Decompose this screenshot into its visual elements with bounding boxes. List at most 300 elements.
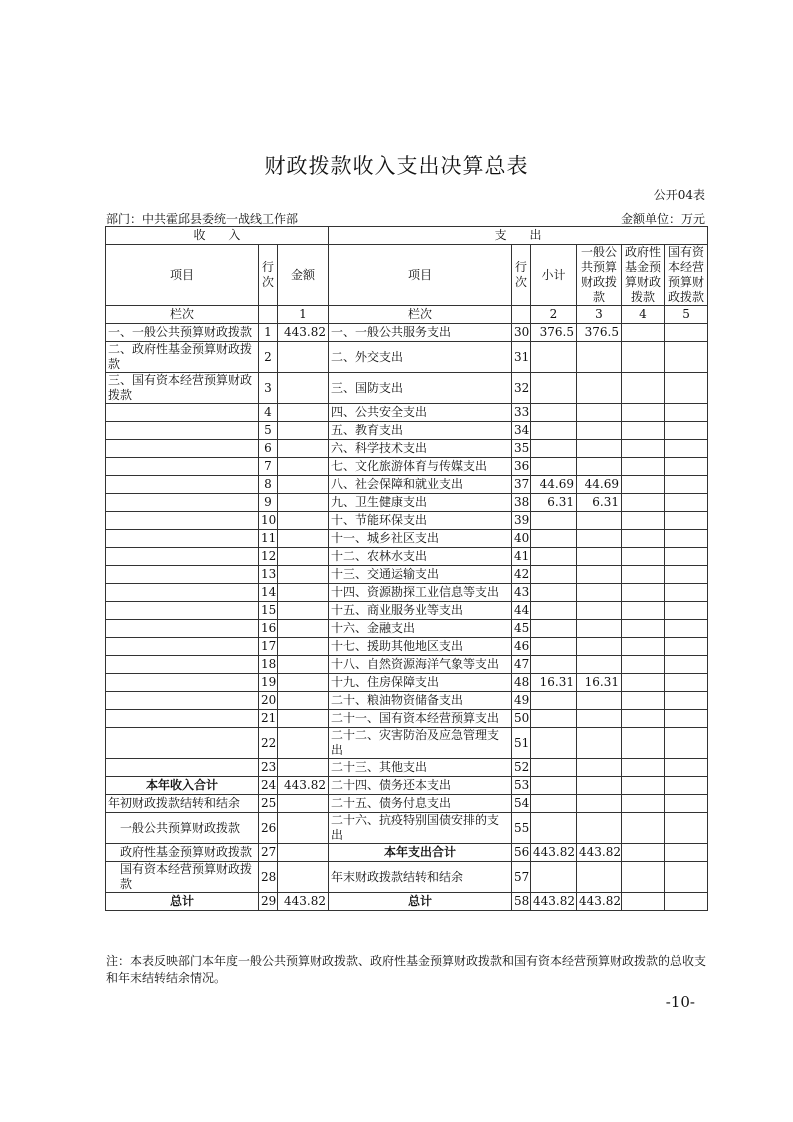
income-row-no-cell: 4 [259, 404, 278, 422]
gov-fund-cell [622, 476, 665, 494]
table-row [106, 862, 708, 893]
col-index-1: 1 [278, 306, 329, 324]
general-budget-cell [577, 422, 622, 440]
general-budget-header: 一般公共预算财政拨款 [577, 245, 622, 306]
expense-col-label: 栏次 [329, 306, 512, 324]
table-row [106, 548, 708, 566]
income-amount-cell [278, 476, 329, 494]
subtotal-cell: 376.5 [531, 324, 577, 342]
expense-item-cell: 三、国防支出 [329, 373, 512, 404]
expense-row-no-cell: 33 [512, 404, 531, 422]
income-amount-cell: 443.82 [278, 324, 329, 342]
subtotal-cell: 6.31 [531, 494, 577, 512]
expense-row-no-cell: 54 [512, 795, 531, 813]
general-budget-cell [577, 710, 622, 728]
general-budget-cell [577, 777, 622, 795]
income-row-no-cell: 21 [259, 710, 278, 728]
income-amount-cell [278, 458, 329, 476]
expense-item-cell: 二十三、其他支出 [329, 759, 512, 777]
general-budget-cell [577, 602, 622, 620]
state-capital-cell [665, 692, 708, 710]
table-row [106, 620, 708, 638]
gov-fund-cell [622, 893, 665, 911]
gov-fund-cell [622, 674, 665, 692]
state-capital-cell [665, 342, 708, 373]
income-amount-cell [278, 440, 329, 458]
table-row [106, 373, 708, 404]
income-item-cell [106, 512, 259, 530]
subtotal-cell [531, 458, 577, 476]
table-row [106, 777, 708, 795]
subtotal-cell [531, 656, 577, 674]
expense-row-no-cell: 40 [512, 530, 531, 548]
expense-row-no-cell: 31 [512, 342, 531, 373]
income-amount-cell [278, 795, 329, 813]
income-row-no-cell: 24 [259, 777, 278, 795]
income-row-no-cell: 23 [259, 759, 278, 777]
expense-row-no-cell: 49 [512, 692, 531, 710]
income-row-no-cell: 13 [259, 566, 278, 584]
expense-row-no-cell: 32 [512, 373, 531, 404]
subtotal-cell [531, 548, 577, 566]
table-row [106, 566, 708, 584]
gov-fund-cell [622, 759, 665, 777]
gov-fund-cell [622, 656, 665, 674]
expense-row-no-cell: 37 [512, 476, 531, 494]
expense-row-no-cell: 57 [512, 862, 531, 893]
income-amount-cell [278, 342, 329, 373]
income-row-no-cell: 1 [259, 324, 278, 342]
income-item-cell [106, 458, 259, 476]
subtotal-cell [531, 795, 577, 813]
general-budget-cell: 443.82 [577, 893, 622, 911]
general-budget-cell [577, 440, 622, 458]
expense-item-cell: 六、科学技术支出 [329, 440, 512, 458]
gov-fund-cell [622, 777, 665, 795]
subtotal-cell [531, 777, 577, 795]
income-amount-cell [278, 530, 329, 548]
section-header-row [106, 227, 708, 245]
expense-row-no-cell: 41 [512, 548, 531, 566]
expense-row-no-cell: 55 [512, 813, 531, 844]
income-amount-cell [278, 494, 329, 512]
income-amount-cell [278, 728, 329, 759]
table-row [106, 602, 708, 620]
budget-table [105, 226, 708, 911]
income-amount-cell: 443.82 [278, 777, 329, 795]
general-budget-cell [577, 342, 622, 373]
subtotal-cell [531, 759, 577, 777]
column-header-row [106, 245, 708, 306]
state-capital-cell [665, 893, 708, 911]
table-row [106, 584, 708, 602]
subtotal-cell [531, 813, 577, 844]
income-section-header: 收 入 [106, 227, 329, 245]
expense-row-no-cell: 43 [512, 584, 531, 602]
income-item-cell [106, 728, 259, 759]
footnote: 注：本表反映部门本年度一般公共预算财政拨款、政府性基金预算财政拨款和国有资本经营预算财政拨款的总收支和年末结转结余情况。 [106, 954, 707, 985]
state-capital-cell [665, 620, 708, 638]
subtotal-cell [531, 440, 577, 458]
expense-item-cell: 二十一、国有资本经营预算支出 [329, 710, 512, 728]
state-capital-cell [665, 373, 708, 404]
income-item-cell [106, 476, 259, 494]
gov-fund-cell [622, 422, 665, 440]
income-row-no-cell: 25 [259, 795, 278, 813]
table-row [106, 893, 708, 911]
expense-item-cell: 二十四、债务还本支出 [329, 777, 512, 795]
state-capital-cell [665, 813, 708, 844]
table-row [106, 728, 708, 759]
table-row [106, 656, 708, 674]
expense-row-no-cell: 51 [512, 728, 531, 759]
income-row-no-cell: 6 [259, 440, 278, 458]
income-row-no-cell: 29 [259, 893, 278, 911]
table-row [106, 342, 708, 373]
gov-fund-cell [622, 602, 665, 620]
general-budget-cell [577, 404, 622, 422]
income-amount-cell [278, 404, 329, 422]
gov-fund-cell [622, 530, 665, 548]
income-row-no-cell: 20 [259, 692, 278, 710]
gov-fund-cell [622, 342, 665, 373]
income-item-cell [106, 440, 259, 458]
col-index-3: 3 [577, 306, 622, 324]
income-item-cell [106, 620, 259, 638]
expense-item-cell: 十八、自然资源海洋气象等支出 [329, 656, 512, 674]
general-budget-cell [577, 548, 622, 566]
general-budget-cell [577, 759, 622, 777]
income-item-cell [106, 692, 259, 710]
table-row [106, 476, 708, 494]
income-item-cell [106, 674, 259, 692]
income-item-cell: 一、一般公共预算财政拨款 [106, 324, 259, 342]
expense-item-cell: 十五、商业服务业等支出 [329, 602, 512, 620]
income-row-no-cell: 27 [259, 844, 278, 862]
expense-item-cell: 四、公共安全支出 [329, 404, 512, 422]
table-row [106, 512, 708, 530]
general-budget-cell [577, 728, 622, 759]
income-item-cell [106, 566, 259, 584]
income-amount-cell [278, 674, 329, 692]
expense-item-cell: 十、节能环保支出 [329, 512, 512, 530]
subtotal-cell [531, 512, 577, 530]
col-index-2: 2 [531, 306, 577, 324]
subtotal-header: 小计 [531, 245, 577, 306]
gov-fund-cell [622, 584, 665, 602]
income-row-no-cell: 11 [259, 530, 278, 548]
state-capital-cell [665, 530, 708, 548]
general-budget-cell [577, 813, 622, 844]
income-row-no-cell: 15 [259, 602, 278, 620]
income-row-no-cell: 9 [259, 494, 278, 512]
expense-item-cell: 一、一般公共服务支出 [329, 324, 512, 342]
gov-fund-cell [622, 548, 665, 566]
gov-fund-cell [622, 795, 665, 813]
state-capital-cell [665, 584, 708, 602]
expense-row-no-cell: 38 [512, 494, 531, 512]
general-budget-cell: 6.31 [577, 494, 622, 512]
income-item-cell: 总计 [106, 893, 259, 911]
income-row-no-cell: 14 [259, 584, 278, 602]
general-budget-cell: 376.5 [577, 324, 622, 342]
expense-item-cell: 二十五、债务付息支出 [329, 795, 512, 813]
income-item-cell [106, 656, 259, 674]
table-row [106, 710, 708, 728]
state-capital-header: 国有资本经营预算财政拨款 [665, 245, 708, 306]
state-capital-cell [665, 440, 708, 458]
income-amount-cell [278, 710, 329, 728]
table-row [106, 422, 708, 440]
expense-row-no-cell: 52 [512, 759, 531, 777]
general-budget-cell [577, 638, 622, 656]
income-row-no-cell: 2 [259, 342, 278, 373]
expense-item-cell: 九、卫生健康支出 [329, 494, 512, 512]
income-item-cell: 二、政府性基金预算财政拨款 [106, 342, 259, 373]
income-row-no-cell: 19 [259, 674, 278, 692]
expense-item-cell: 二十二、灾害防治及应急管理支出 [329, 728, 512, 759]
state-capital-cell [665, 777, 708, 795]
general-budget-cell [577, 458, 622, 476]
expense-item-cell: 总计 [329, 893, 512, 911]
income-row-no-cell: 22 [259, 728, 278, 759]
table-row [106, 674, 708, 692]
income-amount-cell [278, 620, 329, 638]
income-item-cell: 年初财政拨款结转和结余 [106, 795, 259, 813]
income-row-no-cell: 16 [259, 620, 278, 638]
income-amount-cell [278, 566, 329, 584]
table-row [106, 759, 708, 777]
income-amount-cell [278, 584, 329, 602]
income-row-no-cell: 18 [259, 656, 278, 674]
state-capital-cell [665, 862, 708, 893]
income-amount-cell [278, 656, 329, 674]
state-capital-cell [665, 795, 708, 813]
gov-fund-header: 政府性基金预算财政拨款 [622, 245, 665, 306]
table-row [106, 458, 708, 476]
general-budget-cell: 443.82 [577, 844, 622, 862]
general-budget-cell [577, 620, 622, 638]
income-item-cell [106, 759, 259, 777]
state-capital-cell [665, 728, 708, 759]
expense-item-cell: 七、文化旅游体育与传媒支出 [329, 458, 512, 476]
income-amount-cell [278, 602, 329, 620]
state-capital-cell [665, 656, 708, 674]
income-item-cell [106, 638, 259, 656]
subtotal-cell [531, 422, 577, 440]
expense-item-cell: 十二、农林水支出 [329, 548, 512, 566]
subtotal-cell [531, 530, 577, 548]
income-item-cell: 三、国有资本经营预算财政拨款 [106, 373, 259, 404]
gov-fund-cell [622, 404, 665, 422]
general-budget-cell [577, 656, 622, 674]
state-capital-cell [665, 476, 708, 494]
expense-row-no-cell: 48 [512, 674, 531, 692]
general-budget-cell [577, 862, 622, 893]
expense-row-no-header: 行次 [512, 245, 531, 306]
income-row-no-cell: 7 [259, 458, 278, 476]
expense-item-cell: 十三、交通运输支出 [329, 566, 512, 584]
table-row [106, 813, 708, 844]
subtotal-cell: 443.82 [531, 844, 577, 862]
page-number: -10- [665, 993, 695, 1011]
income-amount-cell [278, 638, 329, 656]
income-amount-cell: 443.82 [278, 893, 329, 911]
expense-item-cell: 二十六、抗疫特别国债安排的支出 [329, 813, 512, 844]
gov-fund-cell [622, 813, 665, 844]
subtotal-cell: 44.69 [531, 476, 577, 494]
table-row [106, 638, 708, 656]
subtotal-cell [531, 602, 577, 620]
table-row [106, 844, 708, 862]
income-amount-cell [278, 373, 329, 404]
income-item-cell [106, 422, 259, 440]
expense-row-no-cell: 36 [512, 458, 531, 476]
expense-row-no-cell: 44 [512, 602, 531, 620]
income-item-cell [106, 494, 259, 512]
income-item-cell [106, 530, 259, 548]
gov-fund-cell [622, 844, 665, 862]
income-item-cell [106, 404, 259, 422]
state-capital-cell [665, 324, 708, 342]
table-row [106, 692, 708, 710]
expense-item-cell: 本年支出合计 [329, 844, 512, 862]
income-amount-cell [278, 548, 329, 566]
gov-fund-cell [622, 512, 665, 530]
gov-fund-cell [622, 862, 665, 893]
expense-item-cell: 八、社会保障和就业支出 [329, 476, 512, 494]
gov-fund-cell [622, 728, 665, 759]
income-row-no-cell: 3 [259, 373, 278, 404]
income-amount-cell [278, 862, 329, 893]
income-amount-cell [278, 422, 329, 440]
state-capital-cell [665, 602, 708, 620]
column-index-row [106, 306, 708, 324]
general-budget-cell [577, 584, 622, 602]
income-row-no-cell: 26 [259, 813, 278, 844]
subtotal-cell [531, 710, 577, 728]
income-item-cell: 国有资本经营预算财政拨款 [106, 862, 259, 893]
expense-item-cell: 二十、粮油物资储备支出 [329, 692, 512, 710]
income-item-cell [106, 602, 259, 620]
state-capital-cell [665, 494, 708, 512]
general-budget-cell: 16.31 [577, 674, 622, 692]
subtotal-cell [531, 728, 577, 759]
income-item-cell: 一般公共预算财政拨款 [106, 813, 259, 844]
department-label: 部门：中共霍邱县委统一战线工作部 [106, 212, 299, 226]
income-col-label: 栏次 [106, 306, 259, 324]
state-capital-cell [665, 548, 708, 566]
unit-label: 金额单位：万元 [620, 212, 705, 226]
expense-row-no-cell: 58 [512, 893, 531, 911]
income-amount-cell [278, 512, 329, 530]
expense-item-header: 项目 [329, 245, 512, 306]
state-capital-cell [665, 674, 708, 692]
subtotal-cell [531, 584, 577, 602]
expense-row-no-cell: 35 [512, 440, 531, 458]
subtotal-cell: 443.82 [531, 893, 577, 911]
state-capital-cell [665, 566, 708, 584]
gov-fund-cell [622, 324, 665, 342]
income-amount-header: 金额 [278, 245, 329, 306]
table-row [106, 324, 708, 342]
table-row [106, 494, 708, 512]
general-budget-cell: 44.69 [577, 476, 622, 494]
income-row-no-cell: 5 [259, 422, 278, 440]
expense-row-no-cell: 39 [512, 512, 531, 530]
state-capital-cell [665, 710, 708, 728]
gov-fund-cell [622, 566, 665, 584]
expense-item-cell: 十一、城乡社区支出 [329, 530, 512, 548]
expense-item-cell: 十七、援助其他地区支出 [329, 638, 512, 656]
table-row [106, 795, 708, 813]
income-row-no-cell: 17 [259, 638, 278, 656]
gov-fund-cell [622, 440, 665, 458]
income-row-no-cell: 8 [259, 476, 278, 494]
general-budget-cell [577, 566, 622, 584]
expense-item-cell: 五、教育支出 [329, 422, 512, 440]
general-budget-cell [577, 795, 622, 813]
col-index-4: 4 [622, 306, 665, 324]
income-row-no-cell: 12 [259, 548, 278, 566]
income-item-cell [106, 710, 259, 728]
expense-row-no-cell: 53 [512, 777, 531, 795]
subtotal-cell [531, 566, 577, 584]
general-budget-cell [577, 530, 622, 548]
table-row [106, 404, 708, 422]
gov-fund-cell [622, 620, 665, 638]
expense-row-no-cell: 46 [512, 638, 531, 656]
expense-item-cell: 二、外交支出 [329, 342, 512, 373]
expense-item-cell: 十四、资源勘探工业信息等支出 [329, 584, 512, 602]
general-budget-cell [577, 512, 622, 530]
expense-item-cell: 十六、金融支出 [329, 620, 512, 638]
income-item-cell [106, 548, 259, 566]
expense-item-cell: 年末财政拨款结转和结余 [329, 862, 512, 893]
gov-fund-cell [622, 692, 665, 710]
subtotal-cell [531, 373, 577, 404]
gov-fund-cell [622, 458, 665, 476]
gov-fund-cell [622, 373, 665, 404]
state-capital-cell [665, 512, 708, 530]
gov-fund-cell [622, 494, 665, 512]
state-capital-cell [665, 422, 708, 440]
state-capital-cell [665, 759, 708, 777]
expense-row-no-cell: 56 [512, 844, 531, 862]
expense-section-header: 支 出 [329, 227, 708, 245]
expense-row-no-cell: 30 [512, 324, 531, 342]
page-title: 财政拨款收入支出决算总表 [264, 154, 529, 178]
form-number: 公开04表 [653, 188, 705, 202]
income-row-no-cell: 28 [259, 862, 278, 893]
income-item-cell [106, 584, 259, 602]
expense-item-cell: 十九、住房保障支出 [329, 674, 512, 692]
subtotal-cell: 16.31 [531, 674, 577, 692]
income-amount-cell [278, 692, 329, 710]
empty-cell [512, 306, 531, 324]
subtotal-cell [531, 404, 577, 422]
expense-row-no-cell: 47 [512, 656, 531, 674]
general-budget-cell [577, 692, 622, 710]
col-index-5: 5 [665, 306, 708, 324]
subtotal-cell [531, 620, 577, 638]
expense-row-no-cell: 42 [512, 566, 531, 584]
state-capital-cell [665, 638, 708, 656]
income-item-header: 项目 [106, 245, 259, 306]
income-item-cell: 本年收入合计 [106, 777, 259, 795]
expense-row-no-cell: 45 [512, 620, 531, 638]
state-capital-cell [665, 458, 708, 476]
